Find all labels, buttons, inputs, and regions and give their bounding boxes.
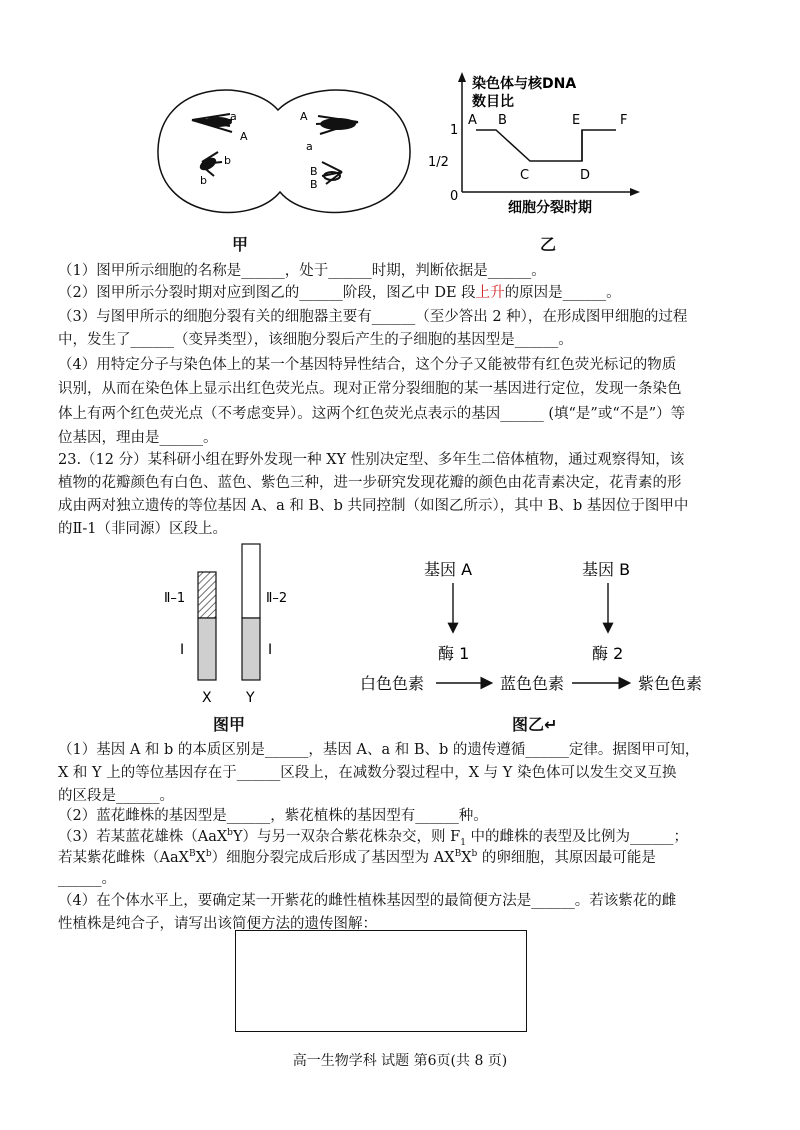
fig-jia-caption: 甲: [232, 235, 249, 254]
gene-A: 基因 A: [424, 560, 473, 579]
q23-1-l2: X 和 Y 上的等位基因存在于______区段上，在减数分裂过程中，X 与 Y 染色体可以发生交叉互换: [58, 765, 677, 781]
answer-box[interactable]: [235, 930, 527, 1032]
q23-3-l1-sup1: b: [227, 828, 233, 839]
label-I-right: Ⅰ: [268, 642, 273, 658]
q23-3-l3: ______。: [58, 871, 116, 887]
enzyme-1: 酶 1: [438, 644, 470, 663]
label-II1: Ⅱ–1: [164, 591, 186, 606]
point-label-D: D: [580, 168, 591, 183]
label-I-left: Ⅰ: [180, 642, 185, 658]
q23-intro-l2: 植物的花瓣颜色有白色、蓝色、紫色三种，进一步研究发现花瓣的颜色由花青素决定，花青素的形: [58, 475, 682, 491]
tick-1: 1: [450, 123, 459, 138]
tick-0: 0: [450, 189, 459, 204]
q23-3-l1: [58, 828, 688, 846]
label-A-right: A: [300, 110, 308, 123]
y-chrom-I: [242, 618, 260, 680]
white-pigment: 白色色素: [360, 674, 425, 693]
q23-4-l1: （4）在个体水平上，要确定某一开紫花的雌性植株基因型的最简便方法是______。若该紫花的雌: [58, 893, 677, 909]
q23-intro-l4: 的Ⅱ-1（非同源）区段上。: [58, 521, 227, 537]
q22-3-l1: （3）与图甲所示的细胞分裂有关的细胞器主要有______（至少答出 2 种），在形成图甲细胞的过程: [58, 309, 688, 325]
q23-fig-jia-caption: 图甲: [213, 715, 246, 734]
tick-half: 1/2: [428, 155, 449, 170]
q22-3-l2: 中，发生了______（变异类型），该细胞分裂后产生的子细胞的基因型是______。: [58, 332, 573, 348]
q23-1-l1: （1）基因 A 和 b 的本质区别是______，基因 A、a 和 B、b 的遗传遵循______定律。据图甲可知，: [58, 742, 700, 758]
purple-pigment: 紫色色素: [638, 674, 703, 693]
fig-jia-cell-diagram: [150, 80, 420, 230]
q22-2-b: 的原因是______。: [504, 285, 621, 301]
point-label-C: C: [520, 168, 530, 183]
q22-1: （1）图甲所示细胞的名称是______，处于______时期，判断依据是______。: [58, 263, 546, 279]
q23-3-l1-sub: 1: [460, 837, 466, 848]
enzyme-2: 酶 2: [592, 644, 624, 663]
label-B-right: B: [310, 165, 318, 178]
x-chrom-I: [198, 618, 216, 680]
point-label-E: E: [572, 113, 581, 128]
label-b-left: b: [224, 154, 231, 167]
y-label-line1: 染色体与核DNA: [472, 76, 577, 92]
q23-3-l2-e: 的卵细胞，其原因最可能是: [477, 850, 656, 866]
fig-yi-caption: 乙: [540, 235, 557, 254]
page-footer: 高一生物学科 试题 第6页(共 8 页): [292, 1053, 508, 1069]
q22-2-a: （2）图甲所示分裂时期对应到图乙的______阶段，图乙中 DE 段: [58, 285, 476, 301]
q23-3-l1-c: 中的雌株的表型及比例为______；: [465, 829, 689, 845]
cell-membrane: [158, 90, 410, 212]
q22-2-red: 上升: [475, 285, 505, 301]
y-axis-arrow: [458, 72, 466, 82]
q23-3-l2-c: ）细胞分裂完成后形成了基因型为 AX: [211, 850, 455, 866]
q23-3-l1-a: （3）若某蓝花雄株（AaX: [58, 829, 228, 845]
q22-4-l3: 体上有两个红色荧光点（不考虑变异）。这两个红色荧光点表示的基因______ (填“是”或“不是”）等: [58, 406, 686, 422]
point-label-B: B: [498, 113, 507, 128]
q23-3-l2-a: 若某紫花雌株（AaX: [58, 850, 189, 866]
q23-fig-yi: [350, 555, 730, 705]
q22-2: [58, 284, 621, 302]
q22-4-l4: 位基因，理由是______。: [58, 430, 218, 446]
label-a-right: a: [306, 140, 313, 153]
point-label-F: F: [620, 113, 628, 128]
q23-intro-l3: 成由两对独立遗传的等位基因 A、a 和 B、b 共同控制（如图乙所示），其中 B、b 基因位于图甲中: [58, 498, 689, 514]
q23-3-l2: [58, 849, 656, 867]
label-B-right2: B: [310, 178, 318, 191]
q23-1-l3: 的区段是______。: [58, 788, 174, 804]
q23-3-l2-sup3: B: [454, 849, 462, 860]
label-a-top: a: [230, 110, 237, 123]
y-chrom-II2: [242, 544, 260, 618]
q23-fig-yi-caption: 图乙↵: [512, 715, 558, 734]
q22-4-l1: （4）用特定分子与染色体上的某一个基因特异性结合，这个分子又能被带有红色荧光标记的物质: [58, 357, 677, 373]
series-line: [476, 130, 616, 161]
q23-intro-l1: 23.（12 分）某科研小组在野外发现一种 XY 性别决定型、多年生二倍体植物，通过观察得知，该: [58, 452, 685, 468]
q23-3-l1-b: Y）与另一双杂合紫花株杂交，则 F: [232, 829, 461, 845]
label-Y: Y: [246, 690, 255, 706]
point-label-A: A: [468, 113, 477, 128]
label-b-left2: b: [200, 174, 207, 187]
label-A-left: A: [240, 130, 248, 143]
fig-yi-chart: [420, 70, 650, 220]
q23-3-l2-sup1: B: [188, 849, 196, 860]
label-X: X: [202, 690, 212, 706]
blue-pigment: 蓝色色素: [500, 674, 565, 693]
q23-3-l2-sup4: b: [471, 849, 478, 860]
x-axis-arrow: [630, 188, 640, 196]
q23-3-l2-d: X: [461, 850, 472, 866]
q22-4-l2: 识别，从而在染色体上显示出红色荧光点。现对正常分裂细胞的某一基因进行定位，发现一条染色: [58, 381, 682, 397]
q23-fig-jia: [150, 540, 310, 710]
q23-4-l2: 性植株是纯合子，请写出该简便方法的遗传图解：: [58, 916, 377, 932]
y-label-line2: 数目比: [472, 94, 514, 110]
left-chromatid-pair: [204, 117, 232, 127]
q23-3-l2-sup2: b: [205, 849, 212, 860]
x-label: 细胞分裂时期: [508, 200, 592, 216]
q23-3-l2-b: X: [195, 850, 206, 866]
gene-B: 基因 B: [582, 560, 631, 579]
q23-2: （2）蓝花雌株的基因型是______，紫花植株的基因型有______种。: [58, 808, 488, 824]
right-chromatid-pair: [320, 118, 356, 130]
x-chrom-II1: [198, 572, 216, 618]
label-II2: Ⅱ–2: [266, 591, 288, 606]
